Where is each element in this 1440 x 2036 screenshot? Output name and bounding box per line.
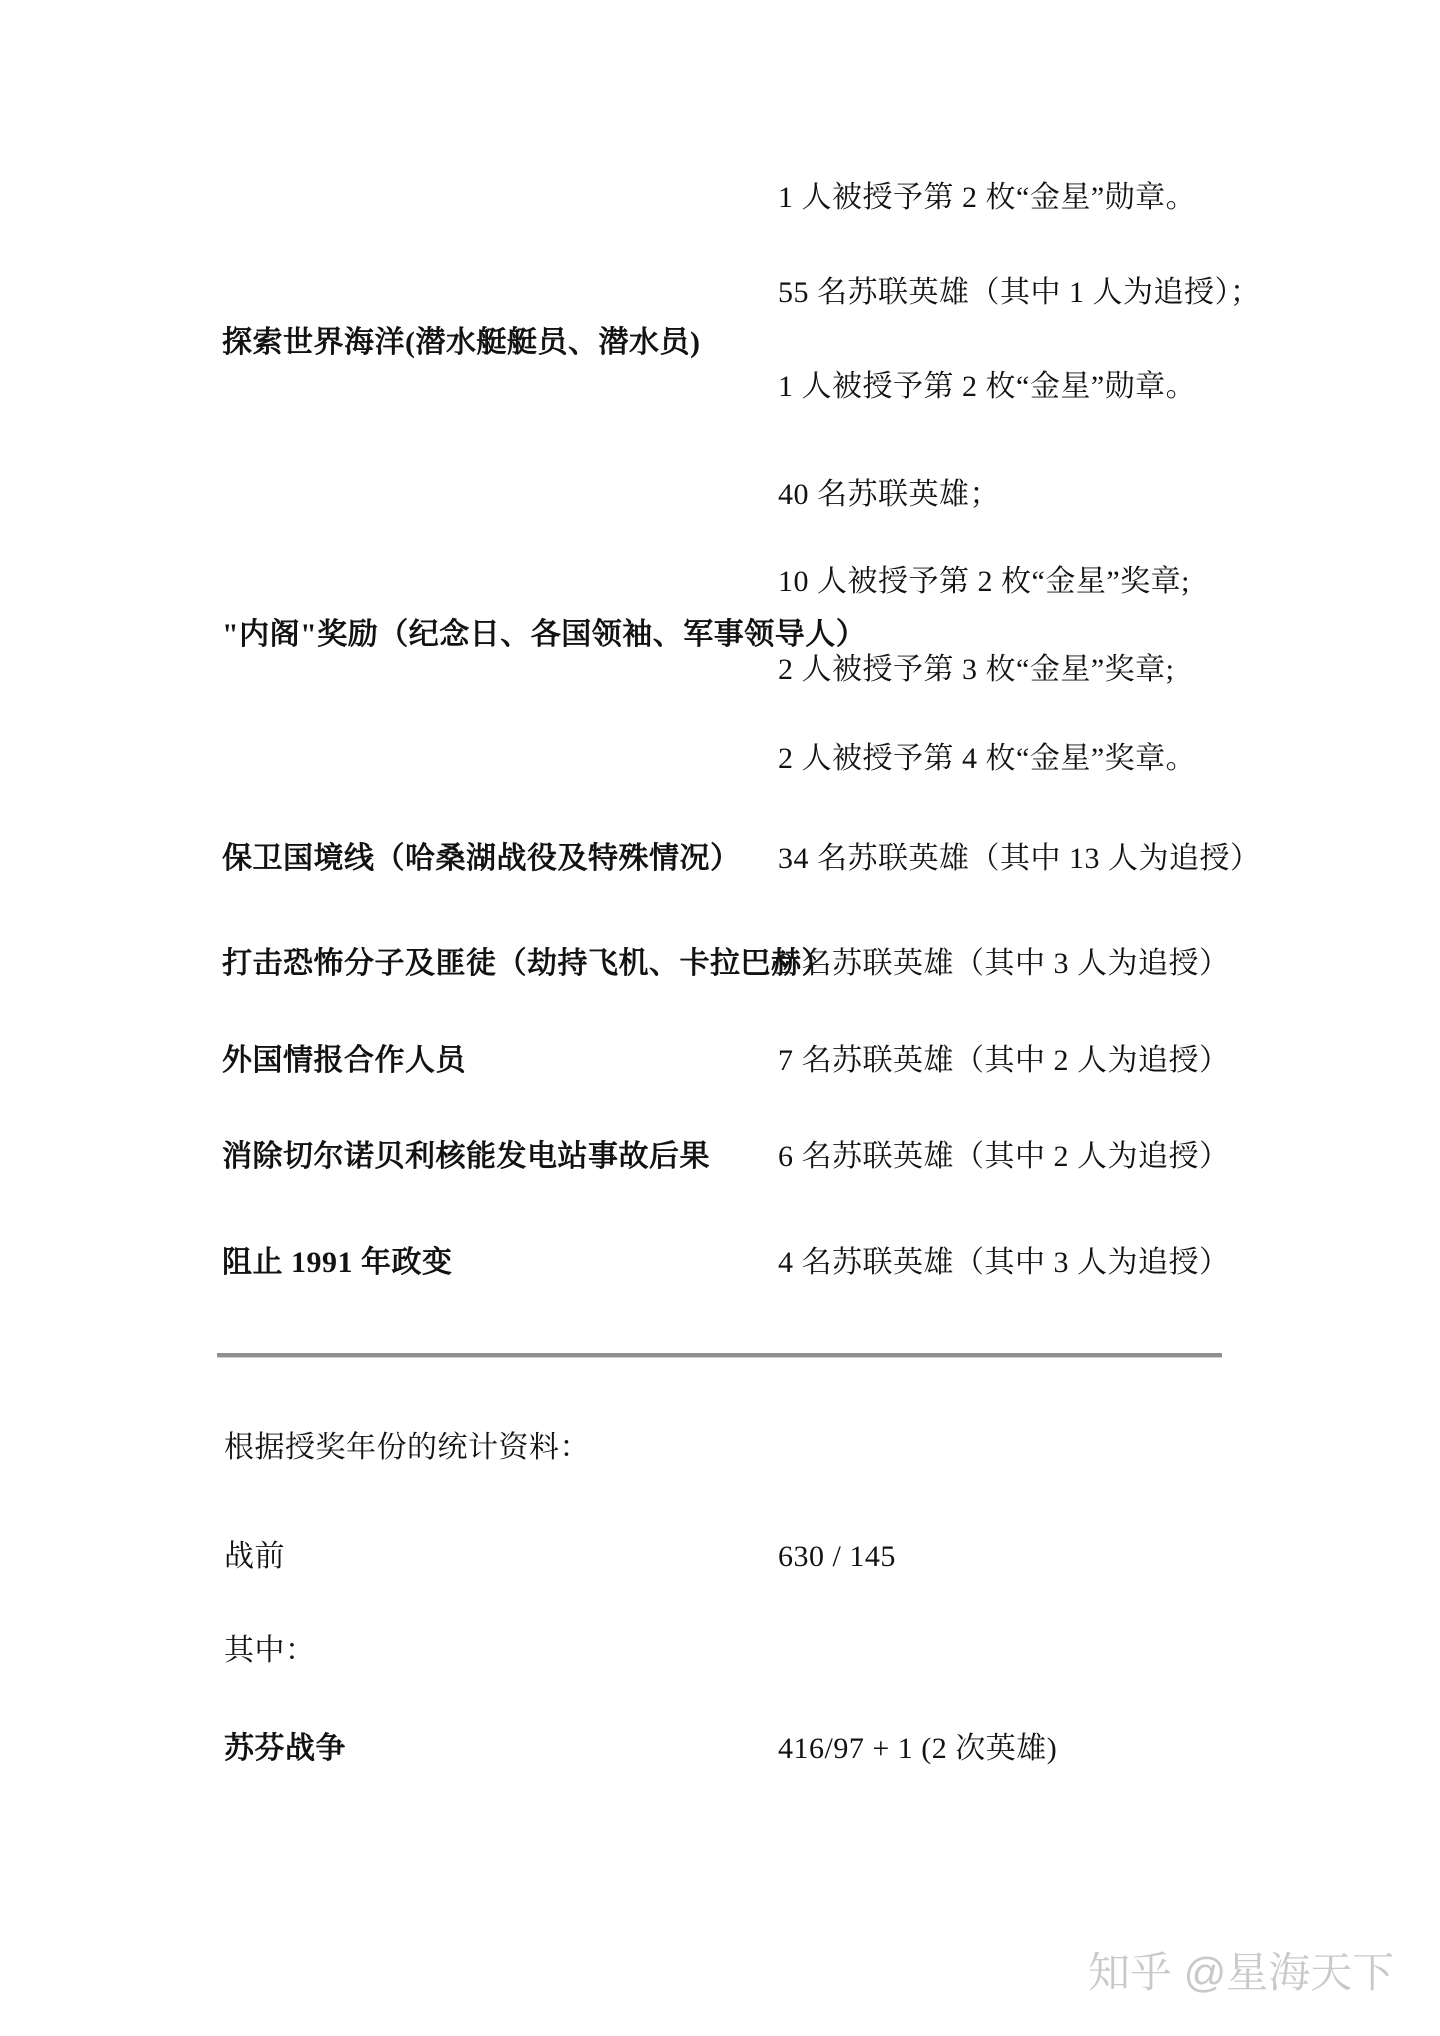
stat-value: 2 人被授予第 3 枚“金星”奖章; [778, 653, 1175, 686]
category-label: 打击恐怖分子及匪徒（劫持飞机、卡拉巴赫） [222, 947, 832, 980]
stat-value: 7 名苏联英雄（其中 2 人为追授） [778, 1044, 1230, 1077]
category-label: 外国情报合作人员 [222, 1044, 466, 1077]
stat-value: 9 名苏联英雄（其中 3 人为追授） [778, 947, 1230, 980]
year-row-label: 战前 [224, 1540, 285, 1573]
year-row-value: 416/97 + 1 (2 次英雄) [778, 1732, 1058, 1765]
year-row-label: 苏芬战争 [224, 1732, 346, 1765]
stat-value: 6 名苏联英雄（其中 2 人为追授） [778, 1140, 1230, 1173]
stat-value: 10 人被授予第 2 枚“金星”奖章; [778, 565, 1190, 598]
category-label: 保卫国境线（哈桑湖战役及特殊情况） [222, 842, 741, 875]
watermark: 知乎 @星海天下 [1088, 1949, 1395, 1996]
stat-value: 55 名苏联英雄（其中 1 人为追授）； [778, 276, 1261, 309]
stat-value: 2 人被授予第 4 枚“金星”奖章。 [778, 742, 1197, 775]
stat-value: 34 名苏联英雄（其中 13 人为追授） [778, 842, 1261, 875]
section-divider [217, 1353, 1222, 1358]
year-row-label: 其中： [224, 1634, 316, 1667]
stat-value: 4 名苏联英雄（其中 3 人为追授） [778, 1246, 1230, 1279]
category-label: 探索世界海洋(潜水艇艇员、潜水员) [222, 326, 701, 359]
year-row-value: 630 / 145 [778, 1540, 896, 1573]
section-heading: 根据授奖年份的统计资料： [224, 1431, 590, 1464]
category-label: 消除切尔诺贝利核能发电站事故后果 [222, 1140, 710, 1173]
stat-value: 1 人被授予第 2 枚“金星”勋章。 [778, 370, 1197, 403]
category-label: "内阁"奖励（纪念日、各国领袖、军事领导人） [222, 618, 867, 651]
stat-value: 1 人被授予第 2 枚“金星”勋章。 [778, 181, 1197, 214]
category-label: 阻止 1991 年政变 [222, 1246, 453, 1279]
stat-value: 40 名苏联英雄； [778, 478, 1000, 511]
